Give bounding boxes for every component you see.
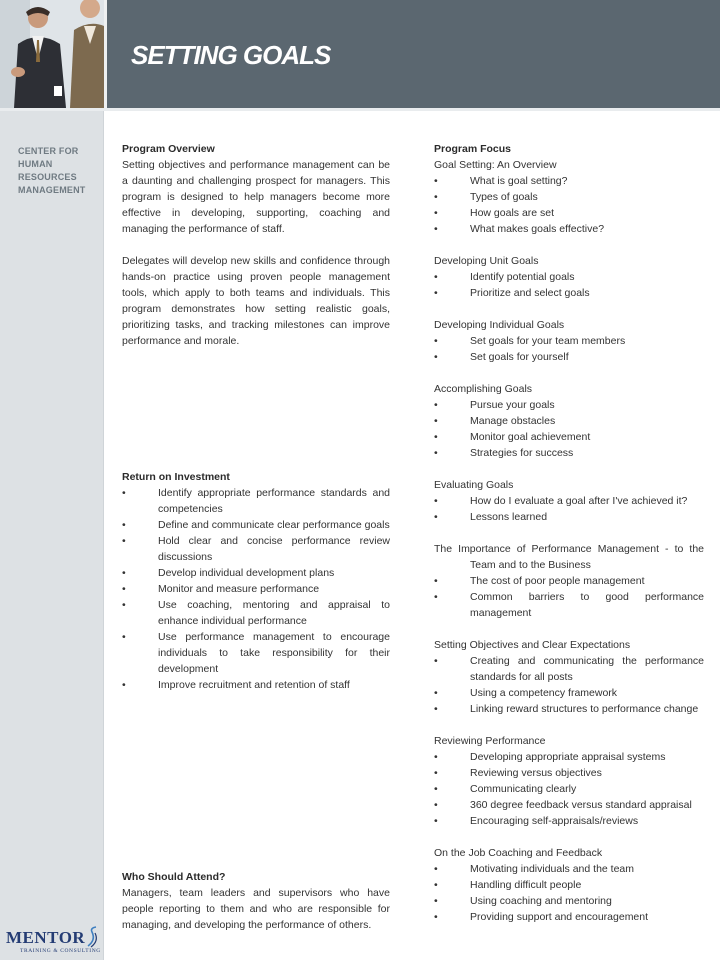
focus-item: • Handling difficult people: [434, 877, 704, 893]
focus-item: • How do I evaluate a goal after I've achieved it?: [434, 493, 704, 509]
focus-item: • Prioritize and select goals: [434, 285, 704, 301]
focus-topic-title: Setting Objectives and Clear Expectations: [434, 639, 631, 651]
roi-item: • Use performance management to encourage individuals to take responsibility for their development: [122, 629, 390, 677]
focus-item: • Creating and communicating the performance standards for all posts: [434, 653, 704, 685]
focus-item: • Pursue your goals: [434, 397, 704, 413]
focus-item: • The cost of poor people management: [434, 573, 704, 589]
roi-item: • Develop individual development plans: [122, 565, 390, 581]
focus-item: • How goals are set: [434, 205, 704, 221]
roi-item: • Use coaching, mentoring and appraisal to enhance individual performance: [122, 597, 390, 629]
focus-item: • Types of goals: [434, 189, 704, 205]
focus-item: • Motivating individuals and the team: [434, 861, 704, 877]
focus-item: • 360 degree feedback versus standard appraisal: [434, 797, 704, 813]
mentor-logo: [6, 924, 102, 958]
focus-topic-title: Reviewing Performance: [434, 735, 546, 747]
focus-item: • Monitor goal achievement: [434, 429, 704, 445]
focus-item: • Using coaching and mentoring: [434, 893, 704, 909]
focus-item: • Linking reward structures to performance change: [434, 701, 704, 717]
focus-item: • Strategies for success: [434, 445, 704, 461]
focus-section: [434, 141, 704, 925]
logo-wordmark: MENTOR: [6, 928, 86, 947]
focus-topic: [434, 845, 704, 925]
focus-item: • Communicating clearly: [434, 781, 704, 797]
focus-topic: [434, 157, 704, 237]
focus-item: • Providing support and encouragement: [434, 909, 704, 925]
header-rule: [0, 108, 720, 111]
focus-topic: [434, 381, 704, 461]
focus-item: • What makes goals effective?: [434, 221, 704, 237]
focus-topic-title: The Importance of Performance Management - to the Team and to the Business: [434, 543, 704, 571]
business-people-photo: [0, 0, 104, 108]
overview-paragraph: Setting objectives and performance management can be a daunting and challenging prospect for managers. This program is designed to help managers become more effective in developing, supporting, coaching and managing the performance of staff.: [122, 159, 390, 235]
roi-item: • Improve recruitment and retention of staff: [122, 677, 390, 693]
focus-item: • What is goal setting?: [434, 173, 704, 189]
focus-topic: [434, 477, 704, 525]
focus-topic-title: Developing Unit Goals: [434, 255, 539, 267]
roi-item: • Define and communicate clear performance goals: [122, 517, 390, 533]
attend-section: [122, 869, 390, 933]
focus-item: • Developing appropriate appraisal systems: [434, 749, 704, 765]
center-label: [18, 145, 98, 197]
focus-item: • Manage obstacles: [434, 413, 704, 429]
header-divider: [104, 0, 107, 108]
center-label-line: RESOURCES: [18, 172, 77, 182]
focus-topic-title: On the Job Coaching and Feedback: [434, 847, 603, 859]
focus-item: • Using a competency framework: [434, 685, 704, 701]
overview-heading: Program Overview: [122, 143, 215, 155]
overview-paragraph: Delegates will develop new skills and confidence through hands-on practice using proven people management tools, which apply to both teams and individuals. This program demonstrates how setting realistic goals, prioritizing tasks, and tracking milestones can improve performance and morale.: [122, 255, 390, 347]
focus-heading: Program Focus: [434, 143, 512, 155]
roi-item: • Monitor and measure performance: [122, 581, 390, 597]
focus-item: • Identify potential goals: [434, 269, 704, 285]
roi-section: [122, 469, 390, 693]
focus-topic: [434, 637, 704, 717]
attend-paragraph: Managers, team leaders and supervisors who have people reporting to them and who are responsible for managing, and developing the performance of others.: [122, 887, 390, 931]
focus-item: • Set goals for yourself: [434, 349, 704, 365]
focus-topic-title: Goal Setting: An Overview: [434, 159, 557, 171]
focus-topic: [434, 253, 704, 301]
header-banner: [0, 0, 720, 108]
focus-topic: [434, 541, 704, 621]
focus-item: • Encouraging self-appraisals/reviews: [434, 813, 704, 829]
center-label-line: MANAGEMENT: [18, 185, 86, 195]
focus-topic: [434, 317, 704, 365]
roi-item: • Hold clear and concise performance review discussions: [122, 533, 390, 565]
overview-section: [122, 141, 390, 349]
center-label-line: HUMAN: [18, 159, 53, 169]
focus-topic-title: Accomplishing Goals: [434, 383, 533, 395]
page-title: SETTING GOALS: [131, 40, 331, 70]
focus-item: • Lessons learned: [434, 509, 704, 525]
roi-item: • Identify appropriate performance standards and competencies: [122, 485, 390, 517]
roi-heading: Return on Investment: [122, 471, 230, 483]
focus-topic: [434, 733, 704, 829]
focus-item: • Common barriers to good performance management: [434, 589, 704, 621]
sidebar-edge: [103, 111, 104, 960]
focus-item: • Set goals for your team members: [434, 333, 704, 349]
center-label-line: CENTER FOR: [18, 146, 79, 156]
focus-topic-title: Developing Individual Goals: [434, 319, 565, 331]
focus-topic-title: Evaluating Goals: [434, 479, 514, 491]
sidebar: [0, 111, 103, 960]
logo-tagline: TRAINING & CONSULTING: [20, 948, 101, 954]
attend-heading: Who Should Attend?: [122, 871, 226, 883]
focus-item: • Reviewing versus objectives: [434, 765, 704, 781]
logo-swirl-icon: [86, 926, 100, 948]
